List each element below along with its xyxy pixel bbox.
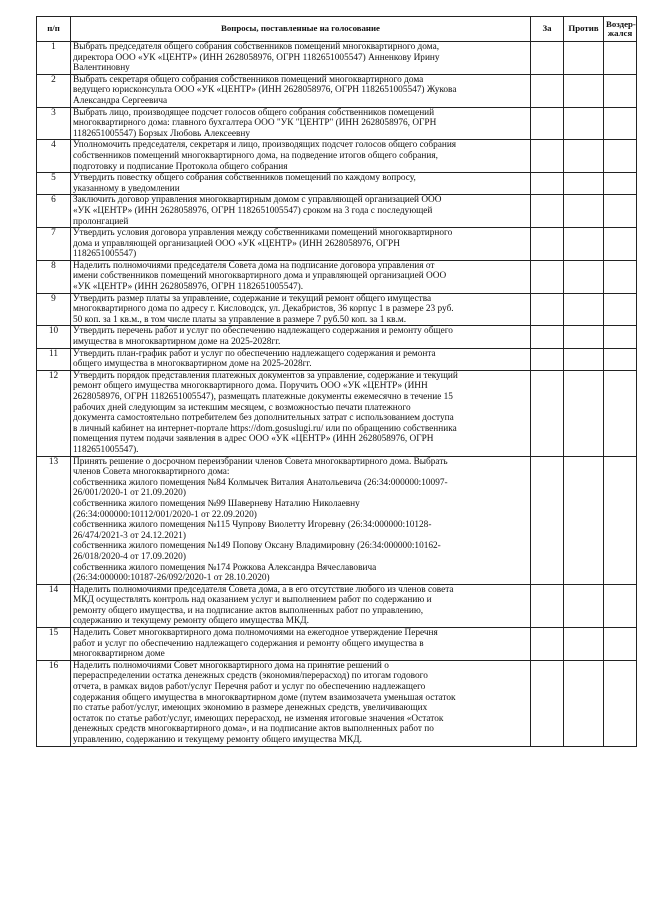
vote-for-cell[interactable] bbox=[531, 228, 564, 261]
vote-against-cell[interactable] bbox=[564, 173, 604, 195]
question-line: Выбрать лицо, производящее подсчет голосов общего собрания собственников помещений bbox=[73, 107, 435, 118]
question-line: 1182651005547) Борзых Любовь Алексеевну bbox=[73, 128, 250, 139]
question-line: многоквартирного дома: главного бухгалтера ООО "УК "ЦЕНТР" (ИНН 2628058976, ОГРН bbox=[73, 118, 437, 129]
question-line: Утвердить повестку общего собрания собственников помещений по каждому вопросу, bbox=[73, 173, 416, 184]
table-row bbox=[37, 660, 637, 746]
voting-table bbox=[36, 16, 637, 747]
vote-for-cell[interactable] bbox=[531, 326, 564, 348]
question-line: 2628058976, ОГРН 1182651005547), размещать платежные документы ежемесячно в течение 15 bbox=[73, 392, 453, 402]
table-row bbox=[37, 370, 637, 456]
vote-for-cell[interactable] bbox=[531, 293, 564, 326]
vote-against-cell[interactable] bbox=[564, 326, 604, 348]
vote-against-cell[interactable] bbox=[564, 228, 604, 261]
question-line: 26/474/2021-3 от 24.12.2021) bbox=[73, 530, 186, 541]
question-line: 26/018/2020-4 от 17.09.2020) bbox=[73, 551, 186, 562]
question-line: Александра Сергеевича bbox=[73, 95, 168, 106]
header-number: п/п bbox=[37, 17, 71, 42]
table-row bbox=[37, 326, 637, 348]
vote-for-cell[interactable] bbox=[531, 260, 564, 293]
vote-abstain-cell[interactable] bbox=[604, 293, 637, 326]
question-line: дома и управляющей организацией ООО «УК «ЦЕНТР» (ИНН 2628058976, ОГРН bbox=[73, 238, 400, 249]
question-line: Утвердить план-график работ и услуг по обеспечению надлежащего содержания и ремонта bbox=[73, 348, 436, 359]
vote-abstain-cell[interactable] bbox=[604, 195, 637, 228]
question-line: указанному в уведомлении bbox=[73, 183, 180, 194]
vote-for-cell[interactable] bbox=[531, 348, 564, 370]
table-row bbox=[37, 260, 637, 293]
question-line: Наделить полномочиями Совет многоквартирного дома на принятие решений о bbox=[73, 660, 389, 671]
question-line: «УК «ЦЕНТР» (ИНН 2628058976, ОГРН 1182651005547). bbox=[73, 282, 304, 293]
question-line: Заключить договор управления многоквартирным домом с управляющей организацией ООО bbox=[73, 195, 442, 206]
vote-for-cell[interactable] bbox=[531, 74, 564, 107]
vote-against-cell[interactable] bbox=[564, 74, 604, 107]
question-line: (26:34:000000:10187-26/092/2020-1 от 28.10.2020) bbox=[73, 573, 270, 584]
question-text bbox=[71, 456, 531, 584]
table-row bbox=[37, 173, 637, 195]
table-row bbox=[37, 628, 637, 661]
question-line: многоквартирном доме bbox=[73, 649, 165, 660]
vote-against-cell[interactable] bbox=[564, 195, 604, 228]
vote-abstain-cell[interactable] bbox=[604, 140, 637, 173]
vote-against-cell[interactable] bbox=[564, 260, 604, 293]
vote-abstain-cell[interactable] bbox=[604, 260, 637, 293]
table-row bbox=[37, 107, 637, 140]
question-text bbox=[71, 107, 531, 140]
question-line: работ и услуг по обеспечению надлежащего содержания и ремонту общего имущества в bbox=[73, 638, 424, 649]
question-line: перераспределении остатка денежных средств (экономия/перерасход) по итогам годового bbox=[73, 671, 428, 682]
question-text bbox=[71, 260, 531, 293]
vote-for-cell[interactable] bbox=[531, 584, 564, 627]
header-for: За bbox=[531, 17, 564, 42]
table-header-row bbox=[37, 17, 637, 42]
row-number: 10 bbox=[37, 326, 71, 348]
vote-abstain-cell[interactable] bbox=[604, 42, 637, 75]
vote-abstain-cell[interactable] bbox=[604, 348, 637, 370]
vote-against-cell[interactable] bbox=[564, 348, 604, 370]
question-line: содержанию и текущему ремонту общего имущества МКД. bbox=[73, 616, 309, 627]
vote-against-cell[interactable] bbox=[564, 42, 604, 75]
question-line: 1182651005547) bbox=[73, 249, 137, 260]
question-text bbox=[71, 173, 531, 195]
question-line: Выбрать секретаря общего собрания собственников помещений многоквартирного дома bbox=[73, 74, 424, 85]
question-line: имущества в многоквартирном доме на 2025-2028гг. bbox=[73, 337, 281, 348]
question-text bbox=[71, 370, 531, 456]
vote-against-cell[interactable] bbox=[564, 293, 604, 326]
vote-for-cell[interactable] bbox=[531, 173, 564, 195]
question-text bbox=[71, 195, 531, 228]
question-line: по статье работ/услуг, имеющих экономию в размере денежных средств, увеличивающих bbox=[73, 703, 428, 714]
header-abstain: Воздер-жался bbox=[604, 17, 637, 42]
question-line: 50 коп. за 1 кв.м., в том числе платы за управление в размере 7 руб.50 коп. за 1 кв.м. bbox=[73, 314, 407, 325]
question-line: пролонгацией bbox=[73, 216, 129, 227]
question-line: директора ООО «УК «ЦЕНТР» (ИНН 2628058976, ОГРН 1182651005547) Анненкову Ирину bbox=[73, 52, 440, 63]
table-row bbox=[37, 74, 637, 107]
question-line: общего имущества в многоквартирном доме на 2025-2028гг. bbox=[73, 359, 312, 370]
question-line: Валентиновну bbox=[73, 63, 130, 74]
table-row bbox=[37, 42, 637, 75]
question-line: Утвердить размер платы за управление, содержание и текущий ремонт общего имущества bbox=[73, 293, 432, 304]
row-number: 6 bbox=[37, 195, 71, 228]
question-text bbox=[71, 660, 531, 746]
row-number: 4 bbox=[37, 140, 71, 173]
question-line: документа самостоятельно потребителем без дополнительных затрат с использованием доступа bbox=[73, 413, 454, 424]
question-line: отчета, в рамках видов работ/услуг Перечня работ и услуг по обеспечению надлежащего bbox=[73, 682, 426, 693]
table-row bbox=[37, 293, 637, 326]
vote-abstain-cell[interactable] bbox=[604, 107, 637, 140]
question-line: Утвердить условия договора управления между собственниками помещений многоквартирного bbox=[73, 228, 453, 239]
vote-against-cell[interactable] bbox=[564, 107, 604, 140]
vote-abstain-cell[interactable] bbox=[604, 326, 637, 348]
question-line: МКД осуществлять контроль над оказанием услуг и выполнением работ по содержанию и bbox=[73, 595, 432, 606]
row-number: 15 bbox=[37, 628, 71, 661]
question-text bbox=[71, 42, 531, 75]
question-line: «УК «ЦЕНТР» (ИНН 2628058976, ОГРН 1182651005547) сроком на 3 года с последующей bbox=[73, 205, 433, 216]
question-line: многоквартирного дома по адресу г. Кисловодск, ул. Декабристов, 36 корпус 1 в размере 23 руб. bbox=[73, 304, 454, 315]
vote-for-cell[interactable] bbox=[531, 660, 564, 746]
question-text bbox=[71, 140, 531, 173]
vote-abstain-cell[interactable] bbox=[604, 456, 637, 584]
vote-for-cell[interactable] bbox=[531, 42, 564, 75]
question-line: помещения путем подачи заявления в адрес ООО «УК «ЦЕНТР» (ИНН 2628058976, ОГРН bbox=[73, 434, 434, 445]
question-text bbox=[71, 628, 531, 661]
vote-abstain-cell[interactable] bbox=[604, 228, 637, 261]
vote-against-cell[interactable] bbox=[564, 660, 604, 746]
question-line: рабочих дней следующим за истекшим месяцем, с возможностью печати платежного bbox=[73, 402, 411, 413]
question-text bbox=[71, 326, 531, 348]
question-line: ведущего юрисконсульта ООО «УК «ЦЕНТР» (ИНН 2628058976, ОГРН 1182651005547) Жукова bbox=[73, 85, 457, 96]
header-question: Вопросы, поставленные на голосование bbox=[71, 17, 531, 42]
row-number: 1 bbox=[37, 42, 71, 75]
question-line: остаток по статье работ/услуг, имеющих перерасход, не изменяя итоговые значения «Остаток bbox=[73, 713, 444, 724]
vote-for-cell[interactable] bbox=[531, 195, 564, 228]
question-line: имени собственников помещений многоквартирного дома и управляющей организацией ООО bbox=[73, 271, 447, 282]
voting-table-body bbox=[37, 42, 637, 747]
question-text bbox=[71, 584, 531, 627]
vote-for-cell[interactable] bbox=[531, 107, 564, 140]
vote-abstain-cell[interactable] bbox=[604, 628, 637, 661]
question-line: ремонту общего имущества, и на подписание актов выполненных работ по управлению, bbox=[73, 605, 424, 616]
vote-abstain-cell[interactable] bbox=[604, 584, 637, 627]
table-row bbox=[37, 584, 637, 627]
row-number: 8 bbox=[37, 260, 71, 293]
question-line: Наделить полномочиями председателя Совета дома, а в его отсутствие любого из членов совета bbox=[73, 584, 454, 595]
question-line: управлению, содержанию и текущему ремонту общего имущества МКД. bbox=[73, 735, 362, 745]
question-line: Принять решение о досрочном переизбрании членов Совета многоквартирного дома. Выбрать bbox=[73, 456, 448, 467]
question-line: собственника жилого помещения №174 Рожкова Александра Вячеславовича bbox=[73, 562, 377, 573]
row-number: 14 bbox=[37, 584, 71, 627]
question-line: Выбрать председателя общего собрания собственников помещений многоквартирного дома, bbox=[73, 42, 440, 52]
question-line: 26/001/2020-1 от 21.09.2020) bbox=[73, 488, 186, 499]
question-text bbox=[71, 228, 531, 261]
row-number: 11 bbox=[37, 348, 71, 370]
table-row bbox=[37, 348, 637, 370]
vote-for-cell[interactable] bbox=[531, 370, 564, 456]
question-text bbox=[71, 293, 531, 326]
vote-against-cell[interactable] bbox=[564, 584, 604, 627]
question-line: Утвердить перечень работ и услуг по обеспечению надлежащего содержания и ремонту общего bbox=[73, 326, 453, 337]
question-line: собственника жилого помещения №99 Шаверневу Наталию Николаевну bbox=[73, 498, 360, 509]
question-line: Наделить полномочиями председателя Совета дома на подписание договора управления от bbox=[73, 260, 435, 271]
row-number: 13 bbox=[37, 456, 71, 584]
row-number: 3 bbox=[37, 107, 71, 140]
question-line: собственников помещений многоквартирного дома, на подведение итогов общего собрания, bbox=[73, 150, 438, 161]
question-line: Наделить Совет многоквартирного дома полномочиями на ежегодное утверждение Перечня bbox=[73, 628, 438, 639]
vote-abstain-cell[interactable] bbox=[604, 660, 637, 746]
question-line: собственника жилого помещения №115 Чупрову Виолетту Игоревну (26:34:000000:10128- bbox=[73, 520, 432, 531]
table-row bbox=[37, 195, 637, 228]
table-row bbox=[37, 228, 637, 261]
vote-against-cell[interactable] bbox=[564, 370, 604, 456]
question-line: собственника жилого помещения №84 Колмычек Виталия Анатольевича (26:34:000000:10097- bbox=[73, 477, 448, 488]
vote-abstain-cell[interactable] bbox=[604, 173, 637, 195]
table-row bbox=[37, 140, 637, 173]
question-line: подготовку и подписание Протокола общего собрания bbox=[73, 161, 288, 172]
question-text bbox=[71, 74, 531, 107]
question-line: Уполномочить председателя, секретаря и лицо, производящих подсчет голосов общего собрания bbox=[73, 140, 457, 151]
vote-against-cell[interactable] bbox=[564, 140, 604, 173]
table-row bbox=[37, 456, 637, 584]
vote-against-cell[interactable] bbox=[564, 628, 604, 661]
row-number: 16 bbox=[37, 660, 71, 746]
question-line: ремонт общего имущества многоквартирного дома. Поручить ООО «УК «ЦЕНТР» (ИНН bbox=[73, 381, 428, 392]
question-line: членов Совета многоквартирного дома: bbox=[73, 467, 230, 478]
question-line: в личный кабинет на интернет-портале https://dom.gosuslugi.ru/ или по обращению собственника bbox=[73, 423, 457, 434]
question-line: содержания общего имущества в многоквартирном доме (путем взаимозачета уменьшая остаток bbox=[73, 692, 456, 703]
row-number: 7 bbox=[37, 228, 71, 261]
header-against: Против bbox=[564, 17, 604, 42]
row-number: 5 bbox=[37, 173, 71, 195]
vote-for-cell[interactable] bbox=[531, 140, 564, 173]
vote-for-cell[interactable] bbox=[531, 456, 564, 584]
vote-abstain-cell[interactable] bbox=[604, 370, 637, 456]
question-line: (26:34:000000:10112/001/2020-1 от 22.09.2020) bbox=[73, 509, 257, 520]
row-number: 12 bbox=[37, 370, 71, 456]
row-number: 2 bbox=[37, 74, 71, 107]
question-line: денежных средств многоквартирного дома», и на подписание актов выполненных работ по bbox=[73, 724, 434, 735]
question-line: Утвердить порядок представления платежных документов за управление, содержание и текущий bbox=[73, 370, 458, 381]
question-line: собственника жилого помещения №149 Попову Оксану Владимировну (26:34:000000:10162- bbox=[73, 541, 441, 552]
vote-abstain-cell[interactable] bbox=[604, 74, 637, 107]
vote-for-cell[interactable] bbox=[531, 628, 564, 661]
row-number: 9 bbox=[37, 293, 71, 326]
vote-against-cell[interactable] bbox=[564, 456, 604, 584]
question-text bbox=[71, 348, 531, 370]
question-line: 1182651005547). bbox=[73, 444, 139, 455]
